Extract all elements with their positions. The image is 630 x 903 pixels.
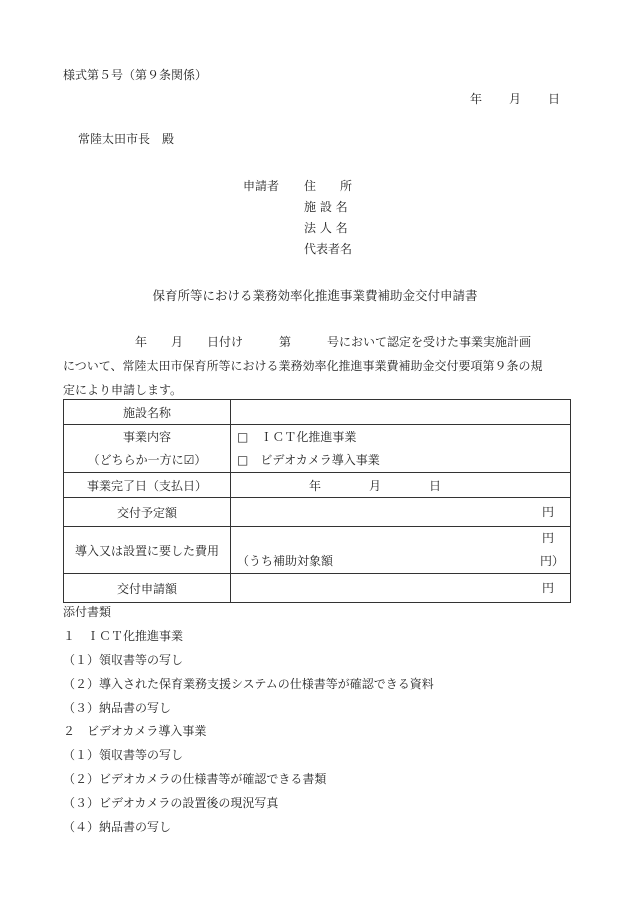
document-title: 保育所等における業務効率化推進事業費補助金交付申請書 bbox=[152, 288, 478, 303]
table-row bbox=[64, 425, 571, 473]
attachment-item: （１）領収書等の写し bbox=[63, 653, 184, 667]
table-row bbox=[64, 527, 571, 574]
attachment-section-title: １ ＩＣＴ化推進事業 bbox=[63, 629, 184, 643]
table-row bbox=[64, 473, 571, 498]
cost-label: 導入又は設置に要した費用 bbox=[64, 527, 231, 574]
option-ict-checkbox[interactable]: □ ＩＣＴ化推進事業 bbox=[237, 429, 357, 444]
option-video-camera-checkbox[interactable]: □ ビデオカメラ導入事業 bbox=[237, 452, 380, 467]
facility-name-label: 施設名称 bbox=[64, 400, 231, 425]
body-paragraph bbox=[63, 330, 571, 402]
applicant-corporation-label: 法 人 名 bbox=[304, 221, 348, 235]
request-amount-label: 交付申請額 bbox=[64, 574, 231, 603]
business-content-label bbox=[64, 425, 231, 473]
attachment-item: （１）領収書等の写し bbox=[63, 748, 184, 762]
applicant-label: 申請者 bbox=[243, 179, 280, 193]
table-row bbox=[64, 498, 571, 527]
request-amount-value[interactable] bbox=[231, 574, 571, 603]
subsidy-target-yen: 円） bbox=[539, 554, 564, 568]
body-line: について、常陸太田市保育所等における業務効率化推進事業費補助金交付要項第９条の規 bbox=[63, 359, 543, 373]
attachment-item: （２）ビデオカメラの仕様書等が確認できる書類 bbox=[63, 772, 327, 786]
application-table bbox=[63, 399, 571, 603]
applicant-representative-label: 代表者名 bbox=[304, 242, 353, 256]
attachment-item: （２）導入された保育業務支援システムの仕様書等が確認できる資料 bbox=[63, 677, 434, 691]
yen-unit: 円 bbox=[541, 504, 554, 519]
planned-amount-label: 交付予定額 bbox=[64, 498, 231, 527]
planned-amount-value[interactable] bbox=[231, 498, 571, 527]
addressee: 常陸太田市長 殿 bbox=[78, 132, 175, 146]
form-number: 様式第５号（第９条関係） bbox=[63, 68, 208, 82]
business-content-label-line2: （どちらか一方に☑） bbox=[87, 452, 207, 467]
cost-value[interactable] bbox=[231, 527, 571, 574]
attachments-heading: 添付書類 bbox=[63, 605, 112, 619]
date-line: 年 月 日 bbox=[470, 92, 562, 106]
body-line: 年 月 日付け 第 号において認定を受けた事業実施計画 bbox=[63, 335, 532, 349]
attachment-item: （３）ビデオカメラの設置後の現況写真 bbox=[63, 796, 279, 810]
table-row bbox=[64, 400, 571, 425]
business-content-options bbox=[231, 425, 571, 473]
completion-date-value[interactable]: 年 月 日 bbox=[231, 473, 571, 498]
applicant-address-label: 住 所 bbox=[304, 179, 353, 193]
facility-name-value[interactable] bbox=[231, 400, 571, 425]
yen-unit: 円 bbox=[541, 580, 554, 595]
attachment-item: （３）納品書の写し bbox=[63, 701, 172, 715]
completion-date-label: 事業完了日（支払日） bbox=[64, 473, 231, 498]
body-line: 定により申請します。 bbox=[63, 383, 183, 397]
business-content-label-line1: 事業内容 bbox=[122, 429, 171, 444]
table-row bbox=[64, 574, 571, 603]
applicant-facility-label: 施 設 名 bbox=[304, 200, 348, 214]
attachment-item: （４）納品書の写し bbox=[63, 820, 172, 834]
attachment-section-title: ２ ビデオカメラ導入事業 bbox=[63, 724, 207, 738]
subsidy-target-note: （うち補助対象額 bbox=[237, 554, 334, 568]
yen-unit: 円 bbox=[541, 531, 554, 545]
